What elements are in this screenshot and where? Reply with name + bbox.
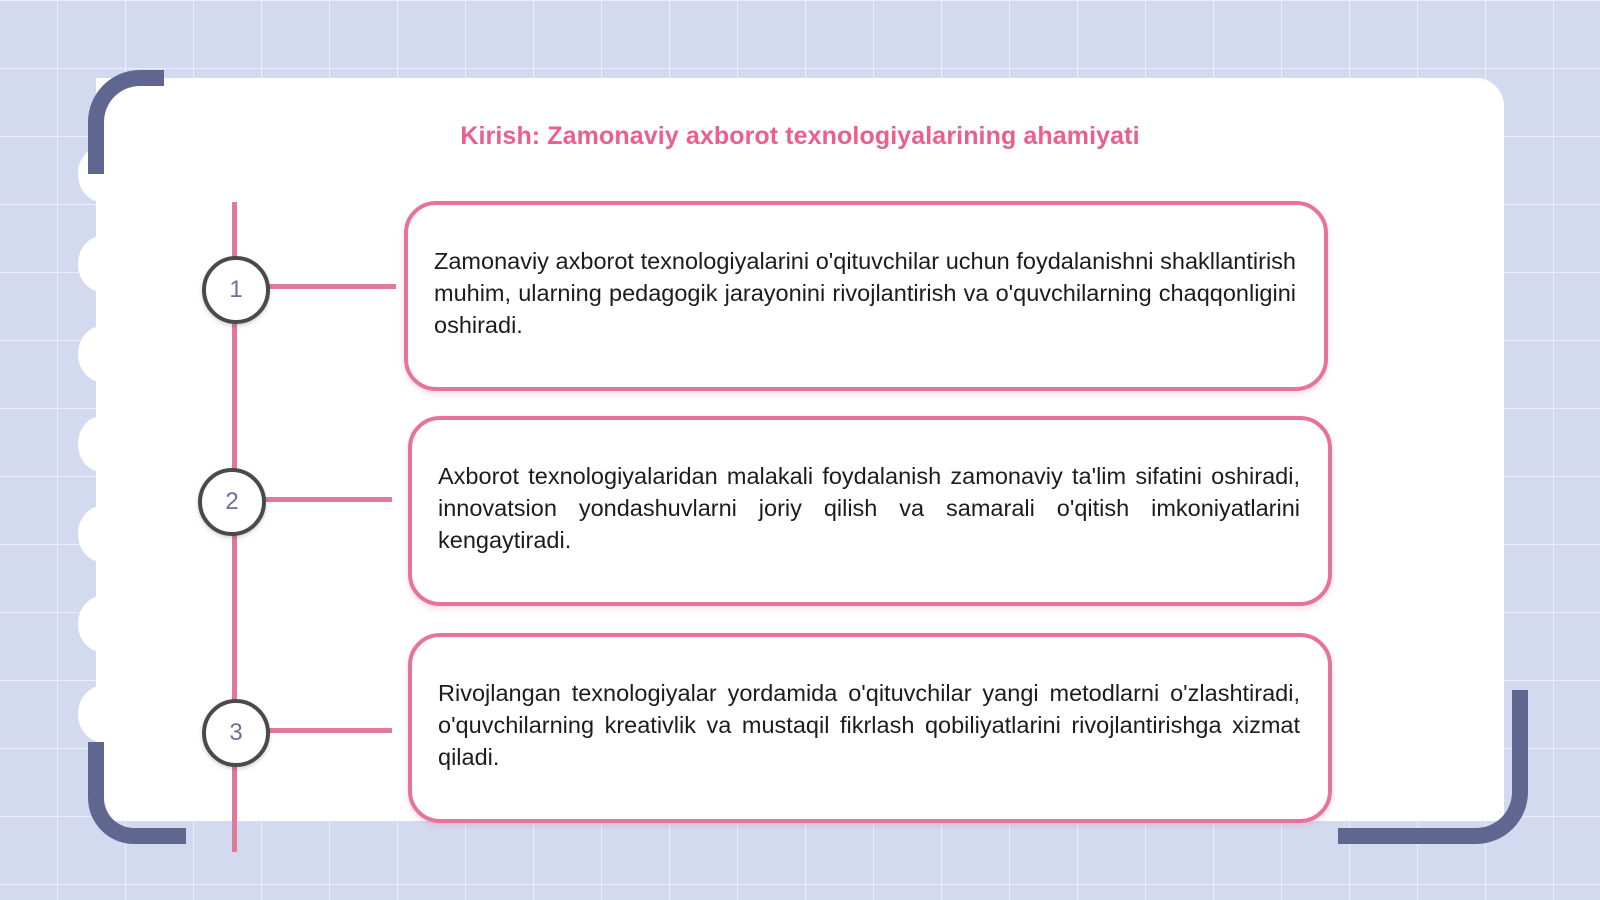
paper-scallop	[78, 326, 126, 382]
timeline-card	[408, 633, 1332, 823]
step-number-badge	[202, 256, 270, 324]
paper-scallop	[78, 236, 126, 292]
card-text: Rivojlangan texnologiyalar yordamida o'qituvchilar yangi metodlarni o'zlashtiradi, o'quvchilarning kreativlik va mustaqil fikrlash qobiliyatlarini rivojlantirishga xizmat qiladi.	[438, 680, 1300, 770]
step-number-badge	[202, 699, 270, 767]
paper-scallop	[78, 596, 126, 652]
card-text: Zamonaviy axborot texnologiyalarini o'qituvchilar uchun foydalanishni shakllantirish muhim, ularning pedagogik jarayonini rivojlantirish va o'quvchilarning chaqqonligini oshiradi.	[434, 248, 1296, 338]
step-number: 3	[229, 719, 243, 746]
timeline-connector	[262, 497, 392, 502]
timeline-connector	[266, 284, 396, 289]
step-number: 1	[229, 276, 243, 303]
card-text: Axborot texnologiyalaridan malakali foydalanish zamonaviy ta'lim sifatini oshiradi, innovatsion yondashuvlarni joriy qilish va samarali o'qitish imkoniyatlarini kengaytiradi.	[438, 463, 1300, 553]
paper-scallop	[78, 416, 126, 472]
step-number-badge	[198, 468, 266, 536]
step-number: 2	[225, 488, 239, 515]
timeline-card	[408, 416, 1332, 606]
corner-bracket-bottom-left	[88, 742, 186, 844]
slide-title: Kirish: Zamonaviy axborot texnologiyalarining ahamiyati	[460, 122, 1140, 150]
timeline-card	[404, 201, 1328, 391]
paper-scallop	[78, 506, 126, 562]
paper-scallop	[78, 686, 126, 742]
timeline-connector	[266, 728, 392, 733]
corner-bracket-bottom-right	[1338, 690, 1528, 844]
